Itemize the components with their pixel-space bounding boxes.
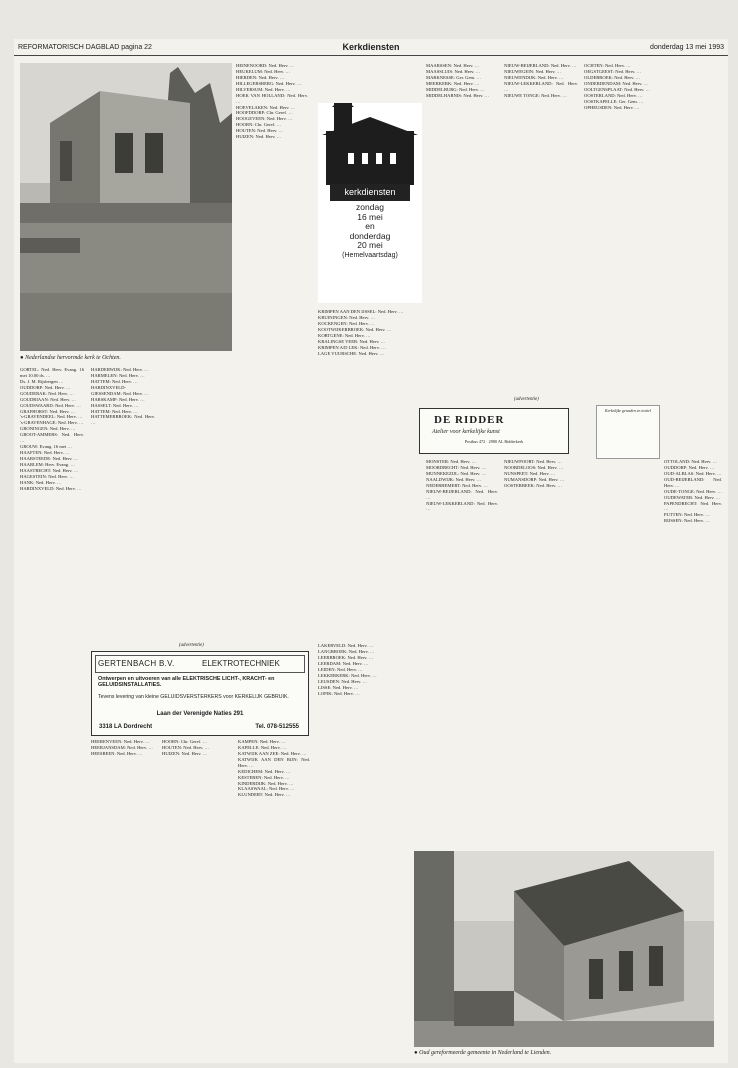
listing-entry: ONDERDENDAM: Ned. Herv. … (584, 80, 649, 86)
listing-entry: OUDDORP: Ned. Herv. … (20, 384, 71, 390)
column-7-lower (504, 459, 578, 839)
ad-ridder-sub: Atelier voor kerkelijke kunst (432, 429, 500, 435)
photo1-caption: ● Nederlandse hervormde kerk te Ochten. (20, 355, 121, 361)
listing-entry: RIJSSEN: Ned. Herv. … (664, 518, 710, 524)
listing-entry: HARSKAMP: Ned. Herv. … (91, 396, 145, 402)
listing-entry: KRALINGSE VEER: Ned. Herv. … (318, 338, 386, 344)
column-4-lower (238, 739, 310, 1055)
listing-entry: MAASSLUIS: Ned. Herv. … (426, 68, 481, 74)
column-4 (236, 63, 308, 635)
listing-entry: 's-GRAVENHAGE: Ned. Herv. … (20, 420, 84, 426)
listing-entry: OOSTKAPELLE: Ger. Gem. … (584, 98, 644, 104)
listing-entry: NOORDELOOS: Ned. Herv. … (504, 464, 564, 470)
listing-entry: HARMELEN: Ned. Herv. … (91, 372, 145, 378)
listing-entry: OCHTEN: Ned. Herv. … (584, 63, 631, 68)
listing-entry: MOORDRECHT: Ned. Herv. … (426, 464, 487, 470)
listing-entry: HARDINXVELD-GIESSENDAM: Ned. Herv. … (91, 384, 149, 396)
listing-entry: HOEK VAN HOLLAND: Ned. Herv. … (236, 92, 308, 104)
listing-entry: HOUTEN: Ned. Herv. … (236, 128, 284, 134)
column-5-upper (318, 309, 422, 639)
listing-entry: GOUDSWAARD: Ned. Herv. … (20, 402, 81, 408)
ad-phone: Tel. 078-512555 (255, 724, 299, 730)
listing-entry: NIEUWENDIJK: Ned. Herv. … (504, 74, 564, 80)
listing-entry: KEDICHEM: Ned. Herv. … (238, 768, 291, 774)
listing-entry: LISSE: Ned. Herv. … (318, 684, 359, 690)
listing-entry: HATTEM: Ned. Herv. … (91, 408, 138, 414)
listing-entry: KATWIJK AAN ZEE: Ned. Herv. … (238, 750, 307, 756)
ad-label-2: (advertentie) (514, 397, 539, 402)
listing-entry: HOORN: Chr. Geref. … (162, 739, 208, 744)
ad-city: 3318 LA Dordrecht (99, 724, 153, 730)
ad-ridder-name: DE RIDDER (434, 414, 505, 426)
listing-entry: OOSTERBEEK: Ned. Herv. … (504, 482, 563, 488)
listing-entry: HAARLEM: Herv. Evang. … (20, 461, 75, 467)
column-6 (426, 63, 498, 393)
listing-entry: MIDDELHARNIS: Ned. Herv. … (426, 92, 490, 98)
ad-label: (advertentie) (179, 643, 204, 648)
listing-entry: NIEUWPOORT: Ned. Herv. … (504, 459, 563, 464)
listing-entry: NIEUW-BEIJERLAND: Ned. Herv. … (504, 63, 577, 68)
listing-entry: HUIZEN: Ned. Herv. … (236, 134, 282, 140)
listing-entry: OOLTGENSPLAAT: Ned. Herv. … (584, 86, 651, 92)
listing-entry: KAPELLE: Ned. Herv. … (238, 744, 287, 750)
listing-entry: HATTEMERBROEK: Ned. Herv. … (91, 414, 155, 426)
listing-entry: HIERDEN: Ned. Herv. … (236, 74, 285, 80)
column-8 (584, 63, 720, 413)
listing-entry: HUIZEN: Ned. Herv. … (162, 750, 208, 756)
listing-entry: KAMPEN: Ned. Herv. … (238, 739, 286, 744)
listing-entry: NIEUWEGEIN: Ned. Herv. … (504, 68, 562, 74)
ad-company-suffix: ELEKTROTECHNIEK (202, 659, 280, 668)
listing-entry: GROOT-AMMERS: Ned. Herv. … (20, 432, 84, 444)
listing-entry: OLDEBROEK: Ned. Herv. … (584, 74, 640, 80)
listing-entry: HEERENVEEN: Ned. Herv. … (91, 739, 150, 744)
listing-entry: HARDERWIJK: Ned. Herv. … (91, 367, 149, 372)
listing-entry: KESTEREN: Ned. Herv. … (238, 774, 290, 780)
listing-entry: HARDINXVELD: Ned. Herv. … (20, 485, 82, 491)
listing-entry: NIEUWE TONGE: Ned. Herv. … (504, 92, 567, 98)
ad-company-name: GERTENBACH B.V. (98, 659, 175, 668)
listing-entry: HEINENOORD: Ned. Herv. … (236, 63, 295, 68)
photo-church-ochten (20, 63, 232, 351)
listing-entry: NIEUW-LEKKERLAND: Ned. Herv. … (426, 500, 498, 512)
newspaper-page (14, 39, 728, 1063)
listing-entry: KINDERDIJK: Ned. Herv. … (238, 780, 294, 786)
listing-entry: NIEUW-BEIJERLAND: Ned. Herv. … (426, 488, 498, 500)
listing-entry: HILLEGERSBERG: Ned. Herv. … (236, 80, 302, 86)
logo-banner: kerkdiensten (330, 184, 410, 201)
listing-entry: LANGBROEK: Ned. Herv. … (318, 648, 375, 654)
listing-entry: HANK: Ned. Herv. … (20, 479, 62, 485)
issue-date: donderdag 13 mei 1993 (650, 44, 724, 51)
ad-address: Laan der Verenigde Naties 291 (156, 711, 244, 717)
listing-entry: HAASTRECHT: Ned. Herv. … (20, 467, 79, 473)
photo2-caption: ● Oud gereformeerde gemeente in Nederland te Lienden. (414, 1050, 552, 1056)
listing-entry: GORTEL: Ned. Herv. Evang. 16 mei 10.00 ds. … (20, 367, 84, 378)
listing-entry: MUNNEKEZIJL: Ned. Herv. … (426, 470, 487, 476)
page-header (14, 39, 728, 56)
listing-entry: KORTGENE: Ned. Herv. … (318, 332, 371, 338)
listing-entry: NUMANSDORP: Ned. Herv. … (504, 476, 565, 482)
ad-text-2: Tevens levering van kleine GELUIDSVERSTERKERS voor KERKELIJK GEBRUIK. (98, 694, 289, 700)
listing-entry: LEUSDEN: Ned. Herv. … (318, 678, 368, 684)
listing-entry: PAPENDRECHT: Ned. Herv. … (664, 500, 722, 512)
listing-entry: LAGE VUURSCHE: Ned. Herv. … (318, 350, 385, 356)
listing-entry: OOSTERLAND: Ned. Herv. … (584, 92, 643, 98)
listing-entry: OUDE-TONGE: Ned. Herv. … (664, 488, 722, 494)
listing-entry: KRIMPEN A/D LEK: Ned. Herv. … (318, 344, 386, 350)
ad-gertenbach (91, 651, 309, 736)
column-2 (91, 367, 155, 647)
listing-entry: Ds. J. M. Rijsbergen … (20, 378, 64, 384)
listing-entry: LEIDEN: Ned. Herv. … (318, 666, 363, 672)
listing-entry: KATWIJK AAN DEN RIJN: Ned. Herv. … (238, 756, 310, 768)
listing-entry: HOOFDDORP: Chr. Geref. … (236, 110, 293, 116)
listing-entry: MAARSSEN: Ned. Herv. … (426, 63, 480, 68)
photo-church-lienden (414, 851, 714, 1047)
ad-textile: Kerkelijke gewaden en textiel (596, 405, 660, 459)
listing-entry: HOEVELAKEN: Ned. Herv. … (236, 104, 296, 110)
listing-entry: NUNSPEET: Ned. Herv. … (504, 470, 556, 476)
listing-entry: MEERKERK: Ned. Herv. … (426, 80, 480, 86)
listing-entry: 's-GRAVENDEEL: Ned. Herv. … (20, 414, 83, 420)
listing-entry: HASSELT: Ned. Herv. … (91, 402, 139, 408)
listing-entry: OUD-ALBLAS: Ned. Herv. … (664, 470, 722, 476)
listing-entry: GRAFHORST: Ned. Herv. … (20, 408, 76, 414)
ad-text-1: Ontwerpen en uitvoeren van alle ELEKTRISCHE LICHT-, KRACHT- en GELUIDSINSTALLATIES. (98, 676, 275, 689)
listing-entry: OPHEUSDEN: Ned. Herv. … (584, 104, 640, 110)
listing-entry: HAARSTEEDE: Ned. Herv. … (20, 455, 79, 461)
listing-entry: HILVERSUM: Ned. Herv. … (236, 86, 291, 92)
listing-entry: LEKKERKERK: Ned. Herv. … (318, 672, 377, 678)
listing-entry: PUTTEN: Ned. Herv. … (664, 512, 710, 518)
listing-entry: GOUDRIAAN: Ned. Herv. … (20, 396, 76, 402)
column-7 (504, 63, 578, 393)
listing-entry: HOUTEN: Ned. Herv. … (162, 744, 210, 750)
column-3-lower (162, 739, 234, 1055)
listing-entry: HATTEM: Ned. Herv. … (91, 378, 138, 384)
listing-entry: OUDEWATER: Ned. Herv. … (664, 494, 721, 500)
listing-entry: HEERJANSDAM: Ned. Herv. … (91, 744, 153, 750)
listing-entry: HOORN: Chr. Geref. … (236, 122, 282, 128)
listing-entry: GOUDERAK: Ned. Herv. … (20, 390, 74, 396)
listing-entry: MARKNESSE: Ger. Gem. … (426, 74, 481, 80)
listing-entry: KOCKENGEN: Ned. Herv. … (318, 320, 375, 326)
listing-entry: HEUKELUM: Ned. Herv. … (236, 68, 290, 74)
listing-entry: MIDDELBURG: Ned. Herv. … (426, 86, 485, 92)
listing-entry: NIEUW-LEKKERLAND: Ned. Herv. … (504, 80, 578, 92)
listing-entry: GROUW: Evang. 16 mei … (20, 444, 73, 450)
listing-entry: GRONINGEN: Ned. Herv. … (20, 426, 76, 432)
listing-entry: OTTOLAND: Ned. Herv. … (664, 459, 718, 464)
listing-entry: KRIMPEN AAN DEN IJSSEL: Ned. Herv. … (318, 309, 404, 314)
listing-entry: NAALDWIJK: Ned. Herv. … (426, 476, 482, 482)
church-icon (318, 103, 422, 187)
listing-entry: OUDDORP: Ned. Herv. … (664, 464, 715, 470)
column-8-lower (664, 459, 722, 839)
listing-entry: LAKERVELD: Ned. Herv. … (318, 643, 374, 648)
column-2-lower (91, 739, 155, 1055)
listing-entry: LEERDAM: Ned. Herv. … (318, 660, 369, 666)
ad-de-ridder (419, 408, 569, 454)
listing-entry: OEGSTGEEST: Ned. Herv. … (584, 68, 642, 74)
logo-dates: zondag 16 mei en donderdag 20 mei (Hemelvaartsdag) (342, 202, 398, 259)
listing-entry: KRUININGEN: Ned. Herv. … (318, 314, 375, 320)
listing-entry: MONSTER: Ned. Herv. … (426, 459, 477, 464)
ad-ridder-address: Postbus 472 · 2980 AL Ridderkerk (464, 439, 524, 444)
listing-entry: HEESBEEN: Ned. Herv. … (91, 750, 143, 756)
listing-entry: HAAFTEN: Ned. Herv. … (20, 450, 70, 455)
listing-entry: KLAASWAAL: Ned. Herv. … (238, 786, 295, 792)
listing-entry: LEERBROEK: Ned. Herv. … (318, 654, 374, 660)
column-1 (20, 367, 84, 1055)
listing-entry: KLUNDERT: Ned. Herv. … (238, 792, 291, 798)
section-title: Kerkdiensten (342, 42, 400, 52)
listing-entry: HOOGEVEEN: Ned. Herv. … (236, 116, 293, 122)
listing-entry: LOPIK: Ned. Herv. … (318, 690, 360, 696)
listing-entry: NEDERHEMERT: Ned. Herv. … (426, 482, 488, 488)
listing-entry: OUD-BEIJERLAND: Ned. Herv. … (664, 476, 722, 488)
listing-entry: KOOTWIJKERBROEK: Ned. Herv. … (318, 326, 392, 332)
paper-name: REFORMATORISCH DAGBLAD pagina 22 (18, 44, 152, 51)
column-5-lower (318, 643, 414, 1055)
listing-entry: HAGESTEIN: Ned. Herv. … (20, 473, 74, 479)
